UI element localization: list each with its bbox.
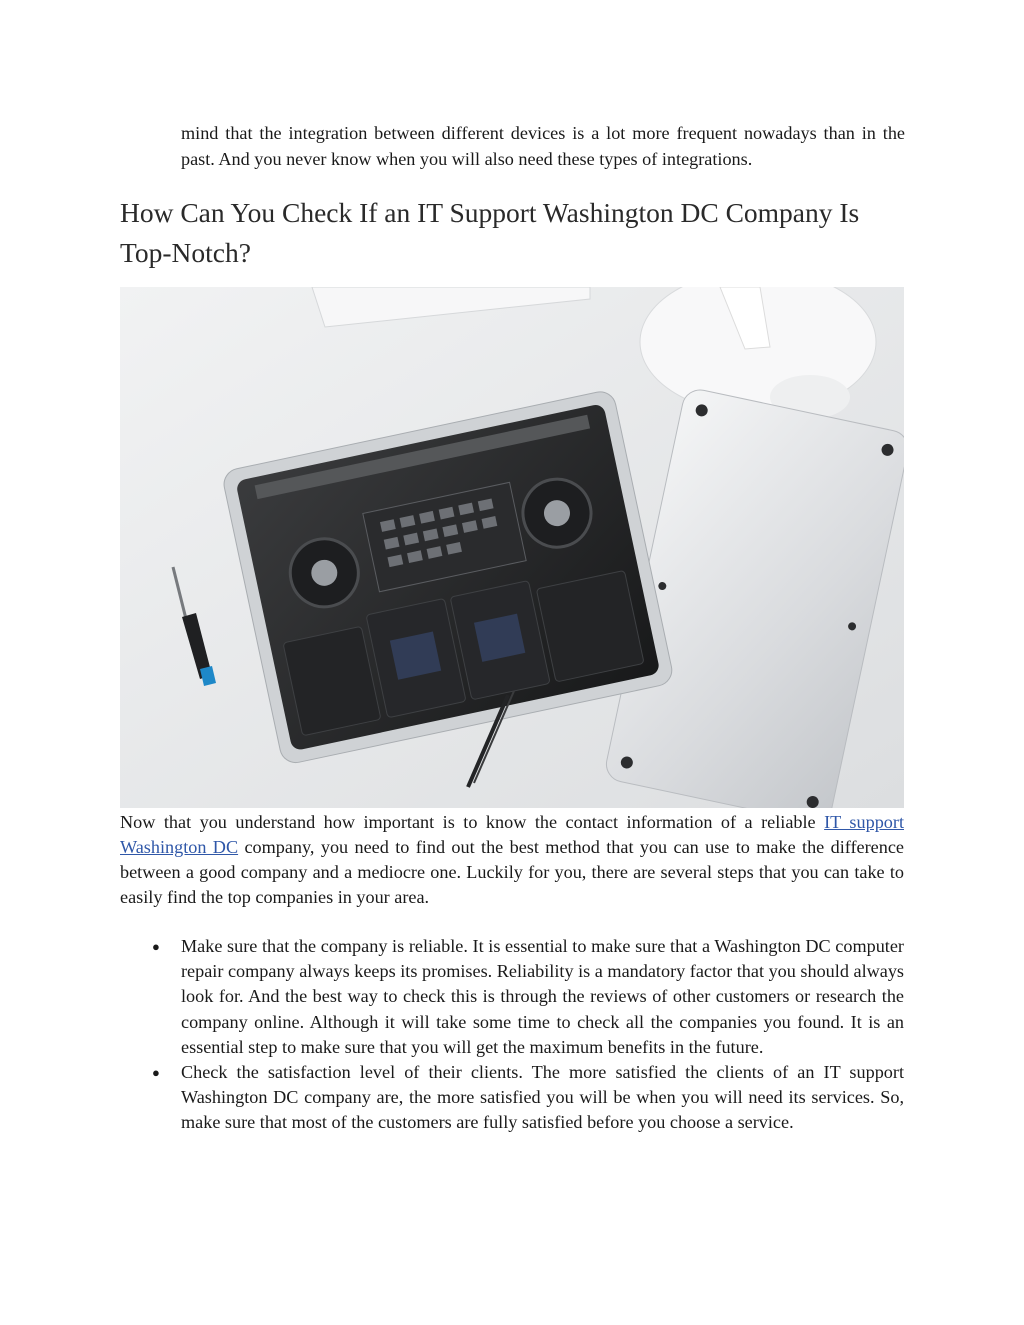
- bullet-icon: ●: [152, 1065, 160, 1081]
- list-item: [120, 934, 904, 1060]
- bullet-icon: ●: [152, 939, 160, 954]
- it-support-link[interactable]: IT support Washington DC: [120, 812, 904, 857]
- steps-list: [120, 934, 904, 1136]
- body-rest: company, you need to find out the best method that you can use to make the difference between a good company and a mediocre one. Luckily for you, there are several steps that you can take to easily find the top companies in your area.: [120, 837, 904, 907]
- body-paragraph: [120, 810, 904, 910]
- list-item-text: Make sure that the company is reliable. It is essential to make sure that a Washington DC computer repair company always keeps its promises. Reliability is a mandatory factor that you should always look for. And the best way to check this is through the reviews of other customers or research the company online. Although it will take some time to check all the companies you found. It is an essential step to make sure that you will get the maximum benefits in the future.: [181, 936, 904, 1057]
- body-lead: Now that you understand how important is to know the contact information of a reliable: [120, 812, 825, 832]
- intro-paragraph: mind that the integration between different devices is a lot more frequent nowadays than in the past. And you never know when you will also need these types of integrations.: [181, 123, 905, 169]
- list-item: [120, 1060, 904, 1136]
- list-item-text: Check the satisfaction level of their clients. The more satisfied the clients of an IT support Washington DC company are, the more satisfied you will be when you will need its services. So, make sure that most of the customers are fully satisfied before you choose a service.: [181, 1062, 904, 1133]
- laptop-repair-photo: [120, 287, 904, 808]
- section-heading: How Can You Check If an IT Support Washington DC Company Is Top-Notch?: [120, 197, 860, 268]
